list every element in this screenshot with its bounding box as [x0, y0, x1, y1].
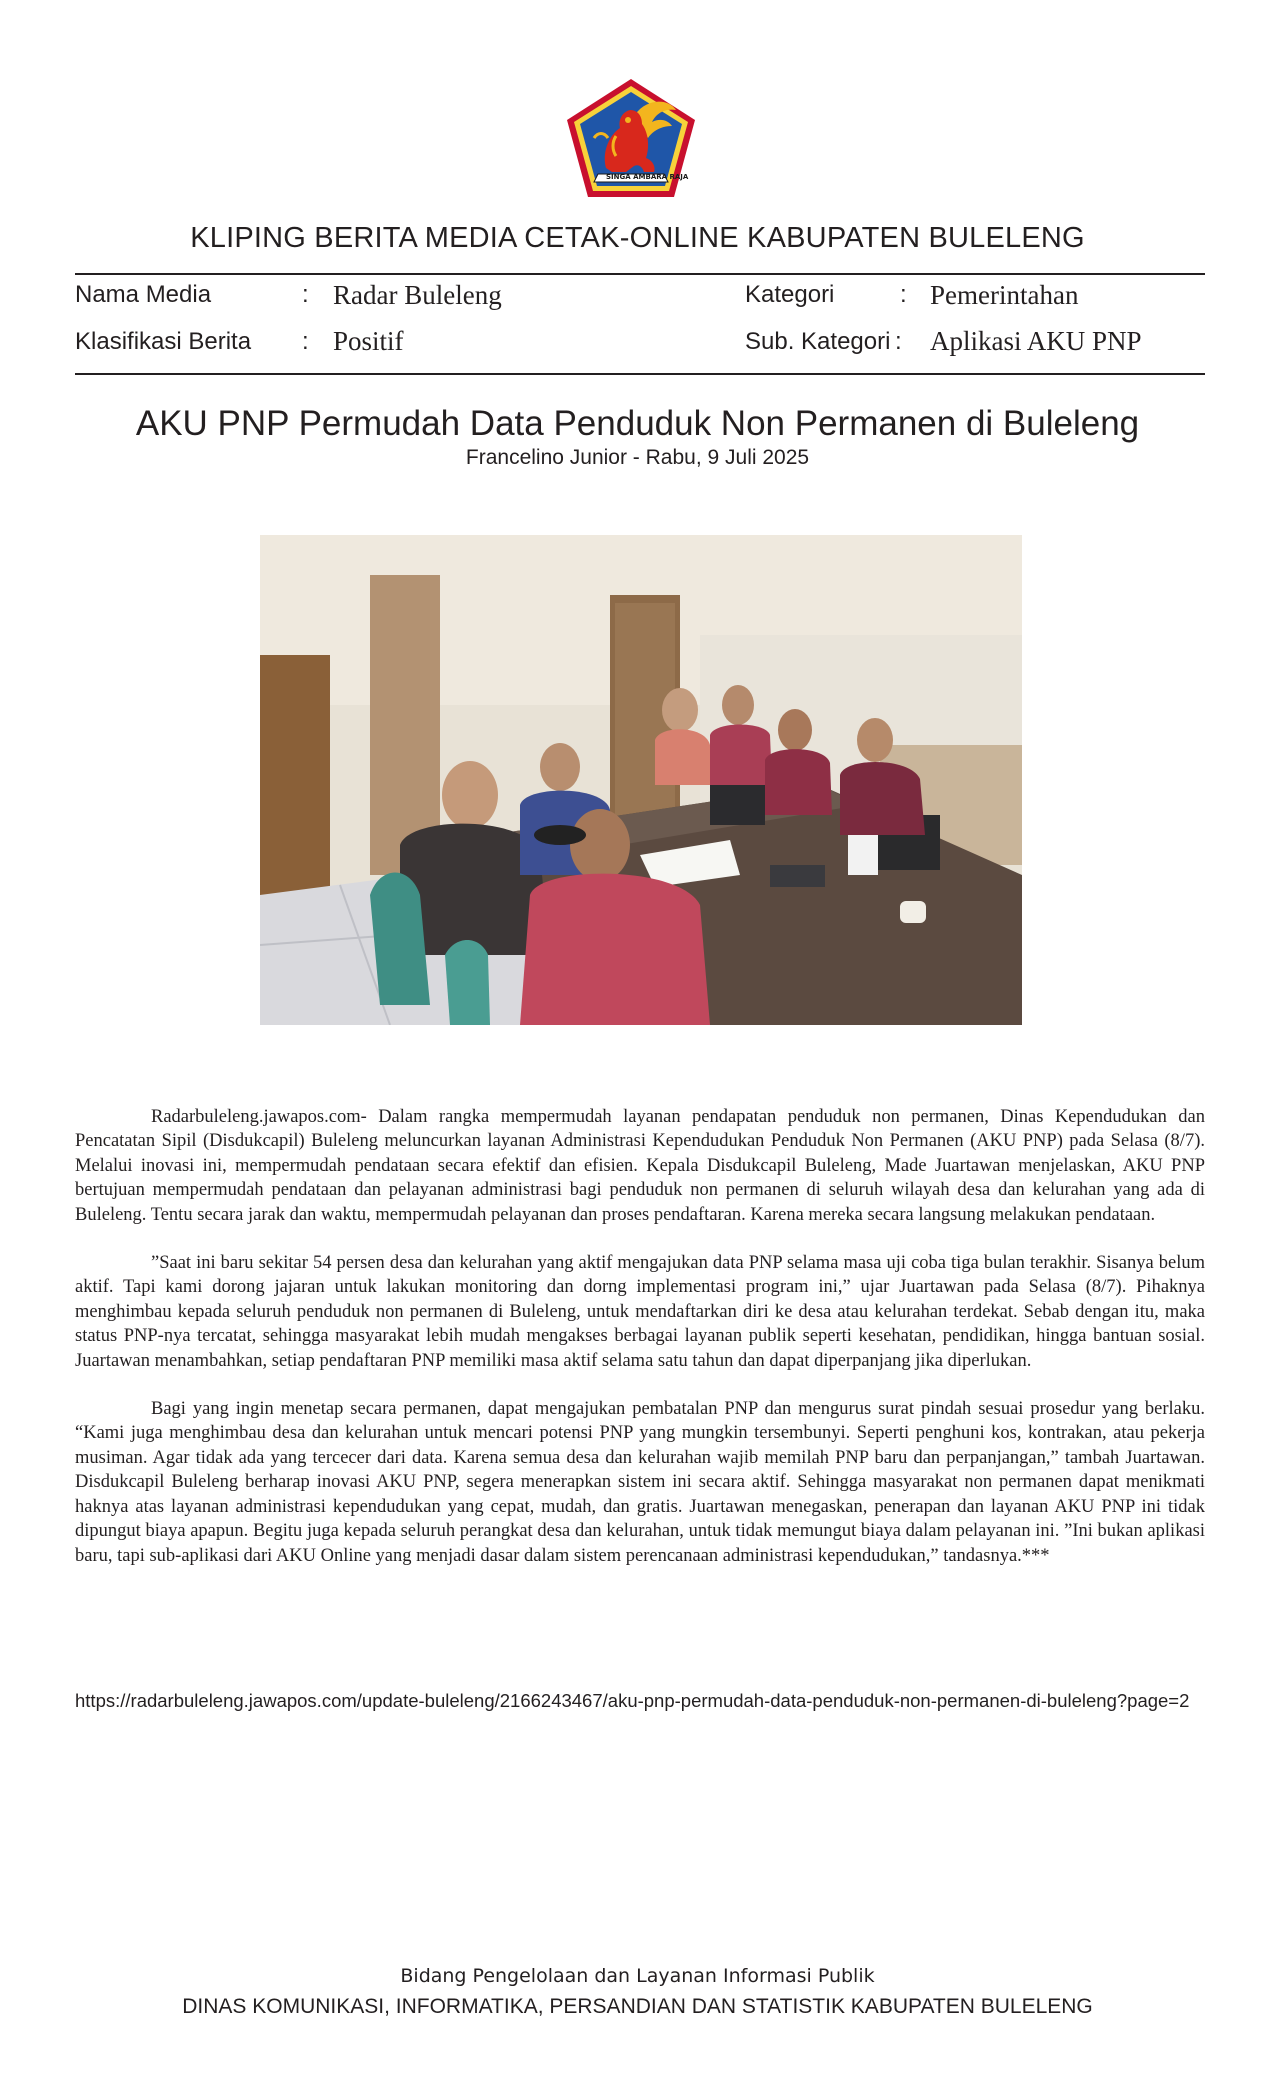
media-label: Nama Media	[75, 281, 212, 308]
article-paragraph: ”Saat ini baru sekitar 54 persen desa dan kelurahan yang aktif mengajukan data PNP selama masa uji coba tiga bulan terakhir. Sisanya belum aktif. Tapi kami dorong jajaran untuk lakukan monitoring dan dorng implementasi program ini,” ujar Juartawan pada Selasa (8/7). Pihaknya menghimbau kepada seluruh penduduk non permanen di Buleleng, untuk mendaftarkan diri ke desa atau kelurahan terdekat. Sebab dengan itu, maka status PNP-nya tercatat, sehingga masyarakat lebih mudah mengakses berbagai layanan publik seperti kesehatan, pendidikan, hingga bantuan sosial. Juartawan menambahkan, setiap pendaftaran PNP memiliki masa aktif selama satu tahun dan dapat diperpanjang jika diperlukan.	[75, 1253, 1205, 1371]
footer-agency: DINAS KOMUNIKASI, INFORMATIKA, PERSANDIAN DAN STATISTIK KABUPATEN BULELENG	[182, 1995, 1093, 2018]
klasifikasi-colon: :	[302, 328, 309, 355]
article-paragraph: Radarbuleleng.jawapos.com- Dalam rangka mempermudah layanan pendapatan penduduk non permanen, Dinas Kependudukan dan Pencatatan Sipil (Disdukcapil) Buleleng meluncurkan layanan Administrasi Kependudukan Penduduk Non Permanen (AKU PNP) pada Selasa (8/7). Melalui inovasi ini, mempermudah pendataan secara efektif dan efisien. Kepala Disdukcapil Buleleng, Made Juartawan menjelaskan, AKU PNP bertujuan mempermudah pendataan dan pelayanan administrasi bagi penduduk non permanen di seluruh wilayah desa dan kelurahan yang ada di Buleleng. Tentu secara jarak dan waktu, mempermudah pelayanan dan proses pendaftaran. Karena mereka secara langsung melakukan pendataan.	[75, 1107, 1205, 1225]
subkategori-label: Sub. Kategori	[745, 328, 891, 355]
emblem-graphic	[564, 76, 698, 200]
footer-department: Bidang Pengelolaan dan Layanan Informasi Publik	[400, 1965, 875, 1987]
article-title: AKU PNP Permudah Data Penduduk Non Permanen di Buleleng	[135, 404, 1140, 443]
source-link[interactable]: https://radarbuleleng.jawapos.com/update-buleleng/2166243467/aku-pnp-permudah-data-penduduk-non-permanen-di-buleleng?page=2	[75, 1690, 1190, 1711]
klasifikasi-label: Klasifikasi Berita	[75, 328, 252, 355]
emblem-motto: SINGA AMBARA RAJA	[606, 173, 689, 181]
clipping-header-title: KLIPING BERITA MEDIA CETAK-ONLINE KABUPATEN BULELENG	[190, 222, 1085, 254]
subkategori-colon: :	[895, 328, 902, 355]
kategori-value: Pemerintahan	[930, 280, 1079, 310]
kategori-colon: :	[900, 281, 907, 308]
klasifikasi-value: Positif	[333, 326, 404, 356]
article-body	[75, 1105, 1205, 1592]
subkategori-value: Aplikasi AKU PNP	[930, 326, 1142, 356]
header-divider-top	[75, 273, 1205, 275]
article-byline: Francelino Junior - Rabu, 9 Juli 2025	[465, 446, 810, 469]
header-divider-bottom	[75, 373, 1205, 375]
media-colon: :	[302, 281, 309, 308]
kategori-label: Kategori	[745, 281, 835, 308]
article-paragraph: Bagi yang ingin menetap secara permanen, dapat mengajukan pembatalan PNP dan mengurus surat pindah sesuai prosedur yang berlaku. “Kami juga menghimbau desa dan kelurahan untuk mencari potensi PNP yang mungkin tersembunyi. Seperti penghuni kos, kontrakan, atau pekerja musiman. Agar tidak ada yang tercecer dari data. Karena semua desa dan kelurahan wajib memilah PNP baru dan perpanjangan,” tambah Juartawan. Disdukcapil Buleleng berharap inovasi AKU PNP, segera menerapkan sistem ini secara aktif. Sehingga masyarakat non permanen dapat menikmati haknya atas layanan administrasi kependudukan yang cepat, mudah, dan gratis. Juartawan menegaskan, penerapan dan layanan AKU PNP ini tidak dipungut biaya apapun. Begitu juga kepada seluruh perangkat desa dan kelurahan, untuk tidak memungut biaya dalam pelayanan ini. ”Ini bukan aplikasi baru, tapi sub-aplikasi dari AKU Online yang menjadi dasar dalam sistem perencanaan administrasi kependudukan,” tandasnya.***	[75, 1399, 1205, 1566]
buleleng-regency-emblem-icon	[564, 76, 698, 200]
article-photo	[260, 535, 1022, 1025]
media-value: Radar Buleleng	[333, 280, 502, 310]
